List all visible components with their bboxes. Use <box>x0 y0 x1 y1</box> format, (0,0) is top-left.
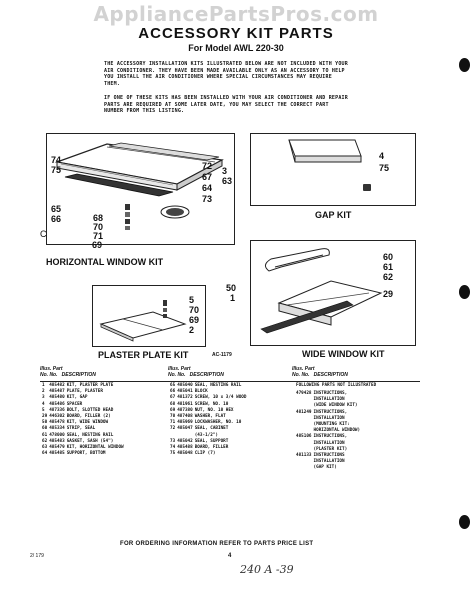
callout-29: 29 <box>383 289 394 299</box>
callout-68: 68 <box>93 213 104 223</box>
callout-4: 4 <box>379 151 385 161</box>
table-cell: 481133 <box>296 453 312 459</box>
table-cell: BOARD, FILLER (2) <box>66 414 111 420</box>
intro-line: YOU INSTALL THE AIR CONDITIONER WHERE SPECIAL CIRCUMSTANCES MAY REQUIRE <box>104 74 332 80</box>
col3-heading: FOLLOWING PARTS NOT ILLUSTRATED <box>296 383 377 388</box>
header-no-no: No. No. <box>292 372 310 378</box>
table-cell: INSTRUCTIONS <box>313 453 345 459</box>
callout-69-plaster: 69 <box>189 315 200 325</box>
table-cell: PLATE, PLASTER <box>66 389 103 395</box>
table-cell: 64 <box>42 451 48 457</box>
table-cell: BOLT, SLOTTED HEAD <box>66 407 114 413</box>
header-description: DESCRIPTION <box>189 372 224 378</box>
table-cell: 60 <box>42 426 48 432</box>
callout-60: 60 <box>383 252 394 262</box>
table-cell: SPACER <box>66 401 83 407</box>
table-cell: INSTALLATION <box>313 440 345 446</box>
header-no-no: No. No. <box>168 372 186 378</box>
table-cell: 487380 <box>177 407 193 413</box>
table-cell: 485106 <box>296 434 312 440</box>
table-cell: (GAP KIT) <box>313 465 337 471</box>
table-cell: 73 <box>170 438 176 444</box>
callout-67: 67 <box>202 172 213 182</box>
table-cell: INSTALLATION <box>313 397 345 403</box>
table-cell: 71 <box>170 420 176 426</box>
table-cell: 485488 <box>177 445 193 451</box>
watermark: AppliancePartsPros.com <box>93 2 379 26</box>
plaster-plate-kit-panel <box>92 285 206 347</box>
table-cell: (43-1/2") <box>194 432 219 438</box>
table-cell: SEAL, CABINET <box>194 426 229 432</box>
table-cell: (WIDE WINDOW KIT) <box>313 403 358 409</box>
table-cell: STRIP, SEAL <box>66 426 96 432</box>
table-cell: 446302 <box>49 414 65 420</box>
table-row <box>170 451 248 457</box>
callout-66: 66 <box>51 214 62 224</box>
table-cell: 485334 <box>49 426 65 432</box>
table-cell: KIT, GAP <box>66 395 88 401</box>
table-cell: 485041 <box>177 389 193 395</box>
table-cell: 485478 <box>49 420 65 426</box>
table-cell: 66 <box>170 389 176 395</box>
table-cell: 72 <box>170 426 176 432</box>
table-cell: 63 <box>42 445 48 451</box>
table-cell: BOARD, FILLER <box>194 445 229 451</box>
callout-69: 69 <box>92 240 103 250</box>
table-cell: 61 <box>42 432 48 438</box>
table-cell: 481372 <box>177 395 193 401</box>
header-no-no: No. No. <box>40 372 58 378</box>
table-cell: 2 <box>42 389 45 395</box>
callout-64: 64 <box>202 183 213 193</box>
table-cell: WASHER, FLAT <box>194 414 226 420</box>
header-description: DESCRIPTION <box>61 372 96 378</box>
wide-window-kit-label: WIDE WINDOW KIT <box>302 349 385 359</box>
callout-61: 61 <box>383 262 394 272</box>
callout-70-plaster: 70 <box>189 305 200 315</box>
table-cell: SCREW, 10 x 3/4 WOOD <box>194 395 247 401</box>
wide-window-kit-panel <box>250 240 416 346</box>
table-cell: INSTALLATION <box>313 415 345 421</box>
binder-hole <box>459 515 470 529</box>
table-cell: 29 <box>42 414 48 420</box>
header-illus-part: Illus. Part <box>40 366 63 372</box>
table-cell: 485486 <box>49 401 65 407</box>
edge-mark: C <box>40 229 47 239</box>
table-row <box>42 451 126 457</box>
intro-line: PARTS ARE REQUIRED AT SOME LATER DATE, YOU MAY SELECT THE CORRECT PART <box>104 101 329 108</box>
table-row <box>170 395 248 401</box>
binder-hole <box>459 285 470 299</box>
header-row-2 <box>40 372 96 378</box>
table-cell: INSTALLATION <box>313 459 345 465</box>
table-cell: 485040 <box>177 383 193 388</box>
callout-3: 3 <box>222 166 228 176</box>
callout-65: 65 <box>51 204 62 214</box>
table-cell: SCREW, NO. 10 <box>194 401 229 407</box>
doc-code: 2/ 179 <box>30 553 44 559</box>
table-cell: 485042 <box>177 438 193 444</box>
table-cell: SEAL, SUPPORT <box>194 438 229 444</box>
table-cell: 65 <box>170 383 176 388</box>
gap-kit-panel <box>250 133 416 206</box>
table-cell: 75 <box>170 451 176 457</box>
intro-line: THE ACCESSORY INSTALLATION KITS ILLUSTRATED BELOW ARE NOT INCLUDED WITH YOUR <box>104 61 348 67</box>
table-cell: 485047 <box>177 426 193 432</box>
table-cell: KIT, WIDE WINDOW <box>66 420 109 426</box>
table-row <box>296 465 362 471</box>
callout-73: 73 <box>202 194 213 204</box>
table-cell: 479428 <box>296 391 312 396</box>
table-cell: SEAL, NESTING RAIL <box>66 432 114 438</box>
callout-1: 1 <box>230 293 236 303</box>
callout-70: 70 <box>93 222 104 232</box>
table-cell: 69 <box>170 407 176 413</box>
table-cell: KIT, HORIZONTAL WINDOW <box>66 445 124 451</box>
table-cell: SEAL, NESTING RAIL <box>194 383 242 388</box>
table-cell: 485485 <box>49 451 65 457</box>
table-cell: CLIP (7) <box>194 451 216 457</box>
parts-table-col1 <box>42 383 126 457</box>
header-illus-part: Illus. Part <box>168 366 191 372</box>
table-cell: 3 <box>42 395 45 401</box>
table-row <box>42 433 126 439</box>
table-cell: INSTRUCTIONS, <box>313 434 348 440</box>
table-cell: BLOCK <box>194 389 208 395</box>
binder-hole <box>459 58 470 72</box>
gap-kit-label: GAP KIT <box>315 210 352 220</box>
table-cell: LOCKWASHER, NO. 10 <box>194 420 242 426</box>
horizontal-window-kit-panel <box>46 133 235 245</box>
page-title: ACCESSORY KIT PARTS <box>138 25 334 42</box>
header-illus-part: Illus. Part <box>292 366 315 372</box>
intro-line: AIR CONDITIONER. THEY HAVE BEEN MADE AVAILABLE ONLY AS AN ACCESSORY TO HELP <box>104 67 345 74</box>
table-cell: KIT, PLASTER PLATE <box>66 383 114 388</box>
table-cell: 485483 <box>49 438 65 444</box>
callout-2: 2 <box>189 325 195 335</box>
table-cell: 485487 <box>49 389 65 395</box>
table-cell: 485479 <box>49 445 65 451</box>
table-cell <box>296 465 314 471</box>
callout-62: 62 <box>383 272 394 282</box>
callout-5: 5 <box>189 295 195 305</box>
table-cell: 487408 <box>177 414 193 420</box>
figure-code: AC-1179 <box>212 352 232 358</box>
table-cell: 70 <box>170 414 176 420</box>
callout-75-gap: 75 <box>379 163 390 173</box>
table-cell: HORIZONTAL WINDOW) <box>313 428 361 434</box>
intro-line: THEM. <box>104 80 121 87</box>
table-cell: 478000 <box>49 432 65 438</box>
parts-table-col3 <box>296 391 362 472</box>
plaster-plate-kit-label: PLASTER PLATE KIT <box>98 350 189 360</box>
table-cell: 485482 <box>49 383 65 388</box>
callout-71: 71 <box>93 231 104 241</box>
callout-72: 72 <box>202 161 213 171</box>
table-cell: 74 <box>170 445 176 451</box>
table-cell: 50 <box>42 420 48 426</box>
table-cell: 481249 <box>296 409 312 415</box>
callout-63: 63 <box>222 176 233 186</box>
col2-header <box>168 366 224 378</box>
table-cell: 4 <box>42 401 45 407</box>
intro-paragraph-1 <box>104 61 372 87</box>
table-cell: 68 <box>170 401 176 407</box>
table-header-rule <box>40 381 420 382</box>
table-cell: 485048 <box>177 451 193 457</box>
page-number: 4 <box>228 553 232 559</box>
table-cell: 487336 <box>49 407 65 413</box>
intro-line: IF ONE OF THESE KITS HAS BEEN INSTALLED WITH YOUR AIR CONDITIONER AND REPAIR <box>104 95 348 101</box>
table-cell: 481961 <box>177 401 193 407</box>
table-cell: GASKET, SASH (54") <box>66 438 114 444</box>
callout-50: 50 <box>226 283 237 293</box>
col3-header <box>292 366 348 378</box>
table-cell: INSTRUCTIONS, <box>313 391 348 396</box>
parts-table-col2 <box>170 383 248 457</box>
table-cell: 1 <box>42 383 45 388</box>
table-cell: SUPPORT, BOTTOM <box>66 451 106 457</box>
intro-line: NUMBER FROM THIS LISTING. <box>104 108 185 114</box>
table-cell: 485969 <box>177 420 193 426</box>
ordering-note: FOR ORDERING INFORMATION REFER TO PARTS PRICE LIST <box>120 541 314 547</box>
table-cell: INSTRUCTIONS, <box>313 409 348 415</box>
col1-header <box>40 366 96 378</box>
horizontal-window-kit-label: HORIZONTAL WINDOW KIT <box>46 257 164 267</box>
header-row-2 <box>292 372 348 378</box>
callout-75: 75 <box>51 165 62 175</box>
table-cell: (PLASTER KIT) <box>313 446 348 452</box>
intro-paragraph-2 <box>104 95 372 115</box>
callout-74: 74 <box>51 155 62 165</box>
table-cell: NUT, NO. 10 HEX <box>194 407 234 413</box>
table-cell: (MOUNTING KIT: <box>313 422 350 428</box>
header-description: DESCRIPTION <box>313 372 348 378</box>
table-cell: 62 <box>42 438 48 444</box>
table-cell: 485480 <box>49 395 65 401</box>
page-subtitle: For Model AWL 220-30 <box>188 43 284 53</box>
table-cell: 5 <box>42 407 45 413</box>
table-cell: 67 <box>170 395 176 401</box>
handwritten-note: 240 A -39 <box>240 563 294 576</box>
gap-kit-drawing <box>251 134 415 205</box>
header-row-2 <box>168 372 224 378</box>
